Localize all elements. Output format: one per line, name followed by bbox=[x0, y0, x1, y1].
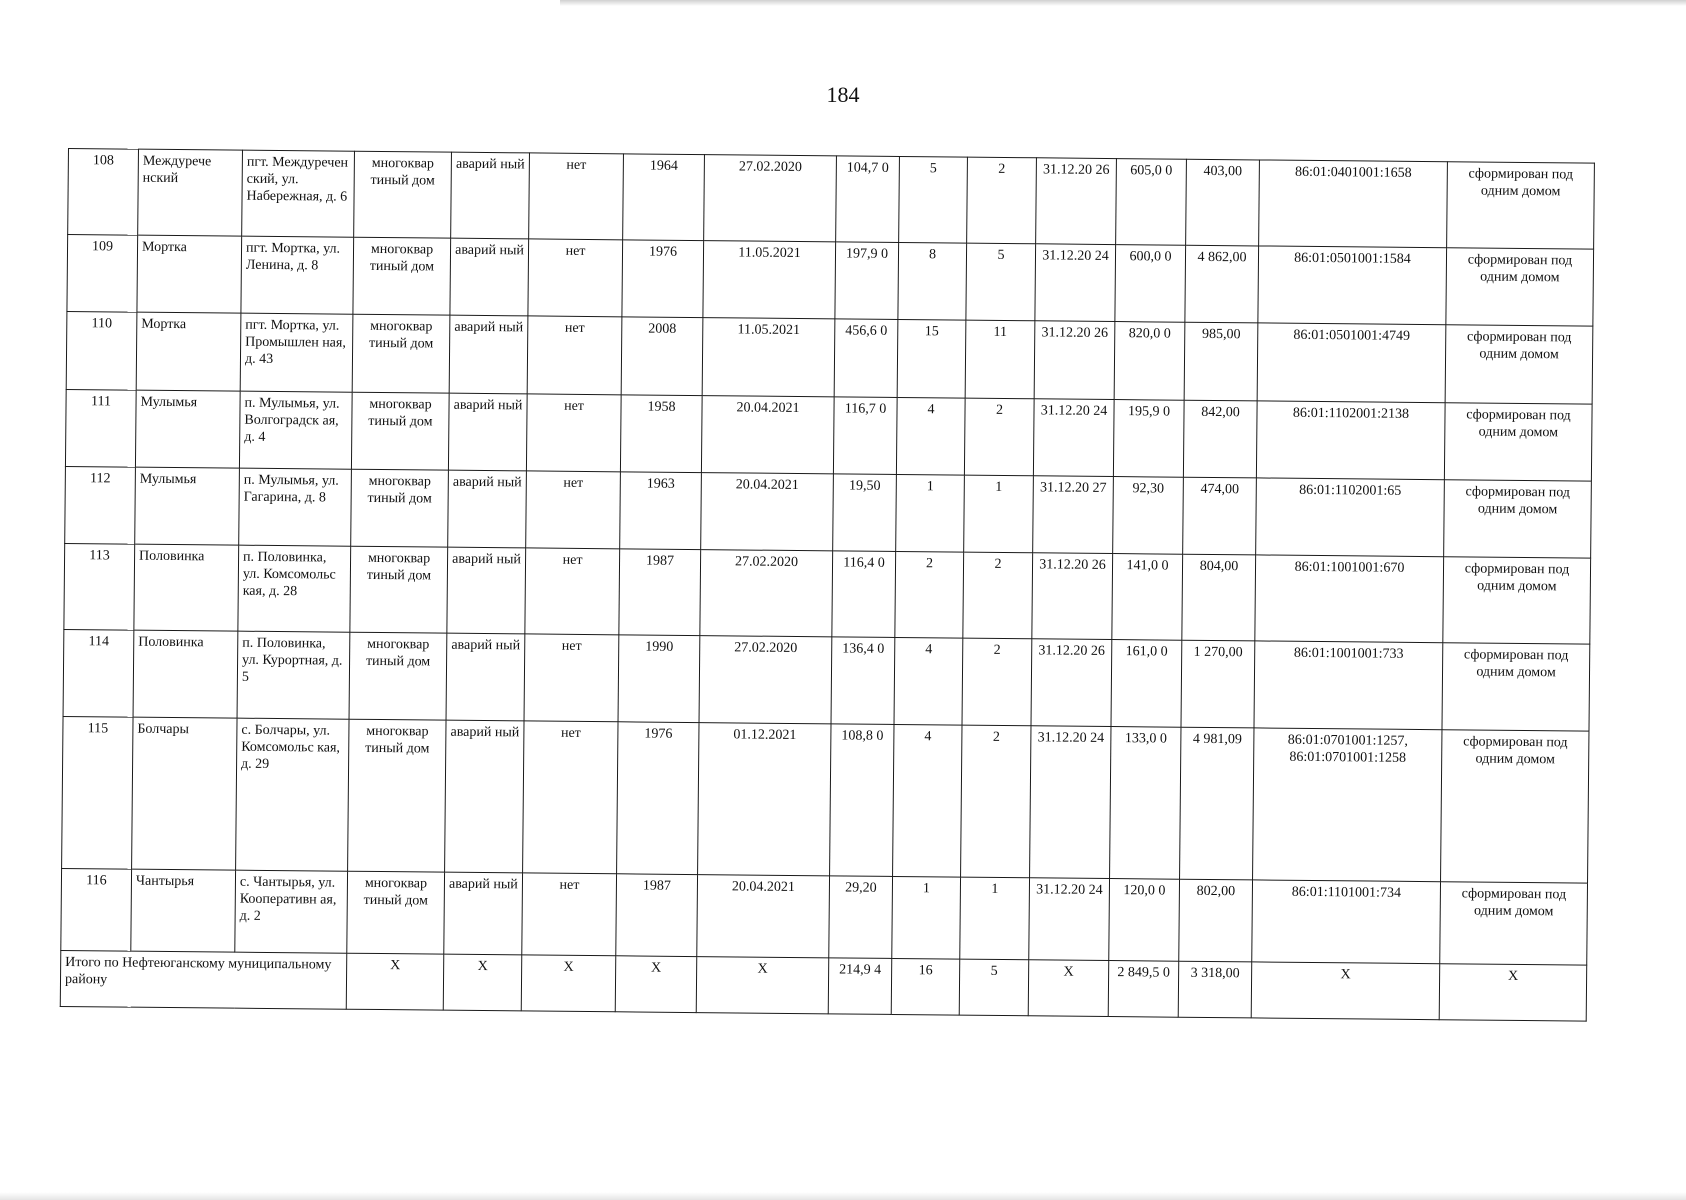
cell-municipality: Мортка bbox=[137, 235, 242, 313]
cell-decision-date: 27.02.2020 bbox=[704, 155, 837, 242]
cell-note: сформирован под одним домом bbox=[1441, 730, 1589, 883]
cell-note: сформирован под одним домом bbox=[1440, 882, 1588, 965]
cell-count-1: 8 bbox=[898, 242, 967, 320]
cell-sum: 4 862,00 bbox=[1185, 245, 1259, 323]
cell-land-area: 141,0 0 bbox=[1112, 554, 1183, 641]
cell-flag: нет bbox=[524, 634, 619, 722]
cell-row-number: 108 bbox=[68, 149, 139, 236]
cell-address: пгт. Мортка, ул. Ленина, д. 8 bbox=[241, 236, 354, 314]
cell-build-year: 1976 bbox=[622, 240, 704, 318]
cell-row-number: 116 bbox=[61, 868, 132, 951]
cell-building-type: многоквар тиный дом bbox=[352, 314, 450, 393]
cell-building-state: аварий ный bbox=[445, 720, 524, 873]
cell-address: с. Болчары, ул. Комсомольс кая, д. 29 bbox=[236, 718, 349, 871]
cell-building-state: аварий ный bbox=[449, 315, 528, 394]
cell-land-area: 820,0 0 bbox=[1114, 322, 1185, 401]
page-number: 184 bbox=[826, 82, 860, 107]
cell-note: сформирован под одним домом bbox=[1442, 643, 1590, 731]
cell-cadastre-number: 86:01:0501001:1584 bbox=[1258, 246, 1447, 325]
cell-count-1: 15 bbox=[897, 319, 966, 398]
cell-count-2: 1 bbox=[960, 877, 1030, 960]
cell-municipality: Половинка bbox=[134, 544, 239, 631]
cell-area: 29,20 bbox=[829, 876, 893, 959]
cell-address: с. Чантырья, ул. Кооперативн ая, д. 2 bbox=[235, 870, 348, 953]
cell-count-1: 2 bbox=[895, 551, 964, 638]
cell-row-number: 112 bbox=[65, 466, 136, 544]
cell-cadastre-number: 86:01:1001001:733 bbox=[1254, 641, 1443, 730]
cell-build-year: 2008 bbox=[621, 317, 703, 396]
cell-land-area: 600,0 0 bbox=[1115, 245, 1186, 323]
cell-build-year: 1990 bbox=[618, 635, 700, 723]
total-year: X bbox=[615, 956, 697, 1013]
table-row bbox=[63, 629, 1590, 731]
cell-row-number: 109 bbox=[67, 235, 138, 313]
cell-count-2: 5 bbox=[966, 243, 1036, 321]
cell-flag: нет bbox=[527, 316, 622, 395]
total-n1: 16 bbox=[891, 958, 960, 1015]
cell-deadline: 31.12.20 24 bbox=[1035, 244, 1116, 322]
total-area: 214,9 4 bbox=[828, 958, 892, 1015]
cell-count-1: 5 bbox=[899, 156, 968, 243]
cell-deadline: 31.12.20 26 bbox=[1032, 553, 1113, 640]
cell-land-area: 161,0 0 bbox=[1111, 640, 1182, 728]
cell-flag: нет bbox=[529, 153, 624, 240]
total-note: X bbox=[1439, 964, 1587, 1021]
cell-flag: нет bbox=[525, 548, 620, 635]
cell-note: сформирован под одним домом bbox=[1447, 162, 1595, 249]
cell-sum: 1 270,00 bbox=[1181, 640, 1255, 728]
cell-municipality: Чантырья bbox=[131, 869, 236, 952]
table-row bbox=[66, 311, 1593, 404]
cell-building-state: аварий ный bbox=[444, 872, 523, 955]
cell-build-year: 1987 bbox=[619, 549, 701, 636]
cell-decision-date: 20.04.2021 bbox=[701, 396, 834, 474]
table-row bbox=[64, 543, 1591, 644]
cell-decision-date: 27.02.2020 bbox=[699, 636, 832, 724]
cell-build-year: 1976 bbox=[617, 722, 699, 875]
housing-register-table bbox=[60, 148, 1595, 1022]
cell-building-type: многоквар тиный дом bbox=[347, 871, 445, 954]
cell-row-number: 111 bbox=[65, 389, 136, 467]
table-row bbox=[68, 149, 1595, 250]
total-land: 2 849,5 0 bbox=[1108, 961, 1179, 1018]
cell-building-state: аварий ный bbox=[448, 393, 527, 471]
cell-sum: 985,00 bbox=[1184, 322, 1258, 401]
cell-flag: нет bbox=[522, 873, 617, 956]
cell-count-1: 4 bbox=[896, 397, 965, 475]
cell-area: 197,9 0 bbox=[835, 242, 899, 320]
cell-count-2: 2 bbox=[963, 552, 1033, 639]
cell-decision-date: 11.05.2021 bbox=[702, 318, 835, 397]
cell-address: п. Половинка, ул. Комсомольс кая, д. 28 bbox=[238, 545, 351, 632]
cell-count-2: 2 bbox=[962, 638, 1032, 726]
cell-sum: 474,00 bbox=[1183, 477, 1257, 555]
cell-deadline: 31.12.20 26 bbox=[1034, 321, 1115, 400]
cell-cadastre-number: 86:01:0401001:1658 bbox=[1259, 160, 1448, 248]
cell-municipality: Мулымья bbox=[135, 390, 240, 468]
cell-municipality: Мортка bbox=[136, 312, 241, 391]
cell-deadline: 31.12.20 26 bbox=[1036, 158, 1117, 245]
cell-decision-date: 11.05.2021 bbox=[703, 241, 836, 319]
cell-building-type: многоквар тиный дом bbox=[351, 392, 449, 470]
total-state: X bbox=[443, 954, 522, 1011]
cell-cadastre-number: 86:01:0701001:1257, 86:01:0701001:1258 bbox=[1253, 728, 1442, 882]
cell-municipality: Болчары bbox=[132, 717, 237, 870]
cell-area: 116,7 0 bbox=[833, 397, 897, 475]
cell-sum: 802,00 bbox=[1179, 879, 1253, 962]
cell-building-state: аварий ный bbox=[447, 547, 526, 634]
cell-sum: 403,00 bbox=[1186, 159, 1260, 246]
cell-building-state: аварий ный bbox=[448, 470, 527, 548]
scan-edge-top bbox=[560, 0, 1686, 6]
cell-flag: нет bbox=[523, 721, 618, 874]
cell-land-area: 120,0 0 bbox=[1109, 879, 1180, 962]
cell-land-area: 92,30 bbox=[1113, 477, 1184, 555]
cell-row-number: 114 bbox=[63, 629, 134, 717]
cell-flag: нет bbox=[526, 471, 621, 549]
cell-land-area: 605,0 0 bbox=[1116, 159, 1187, 246]
cell-address: п. Половинка, ул. Курортная, д. 5 bbox=[237, 631, 350, 719]
cell-deadline: 31.12.20 24 bbox=[1029, 878, 1110, 961]
cell-flag: нет bbox=[526, 394, 621, 472]
total-flag: X bbox=[521, 955, 616, 1012]
cell-land-area: 133,0 0 bbox=[1110, 727, 1181, 880]
total-date: X bbox=[696, 957, 829, 1014]
total-n2: 5 bbox=[959, 959, 1029, 1016]
cell-area: 116,4 0 bbox=[832, 551, 896, 638]
cell-building-state: аварий ный bbox=[446, 633, 525, 721]
cell-building-state: аварий ный bbox=[451, 152, 530, 239]
cell-count-2: 1 bbox=[964, 475, 1034, 553]
table-row bbox=[65, 389, 1592, 481]
cell-note: сформирован под одним домом bbox=[1445, 325, 1593, 404]
cell-count-1: 1 bbox=[896, 474, 965, 552]
cell-decision-date: 20.04.2021 bbox=[701, 473, 834, 551]
cell-building-type: многоквар тиный дом bbox=[350, 546, 448, 633]
cell-building-type: многоквар тиный дом bbox=[349, 632, 447, 720]
cell-building-type: многоквар тиный дом bbox=[353, 237, 451, 315]
total-label: Итого по Нефтеюганскому муниципальному району bbox=[60, 950, 347, 1009]
cell-build-year: 1963 bbox=[620, 472, 702, 550]
cell-deadline: 31.12.20 24 bbox=[1030, 726, 1111, 879]
cell-decision-date: 20.04.2021 bbox=[697, 875, 830, 958]
cell-cadastre-number: 86:01:1101001:734 bbox=[1252, 880, 1441, 964]
cell-area: 108,8 0 bbox=[830, 724, 894, 877]
table-row bbox=[62, 716, 1589, 883]
cell-count-1: 4 bbox=[894, 637, 963, 725]
cell-municipality: Междуречe нский bbox=[138, 149, 243, 236]
cell-building-type: многоквар тиный дом bbox=[354, 151, 452, 238]
cell-count-1: 4 bbox=[893, 724, 962, 877]
cell-note: сформирован под одним домом bbox=[1443, 557, 1591, 644]
cell-land-area: 195,9 0 bbox=[1113, 400, 1184, 478]
cell-flag: нет bbox=[528, 239, 623, 317]
table-row bbox=[61, 868, 1588, 965]
cell-deadline: 31.12.20 26 bbox=[1031, 639, 1112, 727]
cell-count-2: 2 bbox=[961, 725, 1031, 878]
cell-build-year: 1964 bbox=[623, 154, 705, 241]
cell-building-state: аварий ный bbox=[450, 238, 529, 316]
cell-deadline: 31.12.20 27 bbox=[1033, 476, 1114, 554]
cell-note: сформирован под одним домом bbox=[1444, 403, 1592, 481]
cell-sum: 842,00 bbox=[1183, 400, 1257, 478]
cell-count-2: 2 bbox=[964, 398, 1034, 476]
cell-address: пгт. Мортка, ул. Промышлен ная, д. 43 bbox=[240, 313, 353, 392]
cell-area: 19,50 bbox=[833, 474, 897, 552]
cell-row-number: 110 bbox=[66, 311, 137, 390]
total-cadastre: X bbox=[1251, 962, 1440, 1020]
table-row bbox=[65, 466, 1592, 558]
total-sum: 3 318,00 bbox=[1178, 961, 1252, 1018]
cell-decision-date: 27.02.2020 bbox=[700, 550, 833, 637]
total-type: X bbox=[346, 953, 444, 1010]
document-sheet bbox=[60, 148, 1594, 1022]
scan-edge-bottom bbox=[0, 1192, 1686, 1200]
cell-municipality: Мулымья bbox=[135, 467, 240, 545]
cell-deadline: 31.12.20 24 bbox=[1033, 399, 1114, 477]
total-deadline: X bbox=[1028, 960, 1109, 1017]
cell-decision-date: 01.12.2021 bbox=[698, 723, 831, 876]
cell-build-year: 1987 bbox=[616, 874, 698, 957]
cell-note: сформирован под одним домом bbox=[1444, 480, 1592, 558]
cell-sum: 804,00 bbox=[1182, 554, 1256, 641]
cell-sum: 4 981,09 bbox=[1180, 727, 1254, 880]
cell-area: 456,6 0 bbox=[834, 319, 898, 398]
cell-cadastre-number: 86:01:0501001:4749 bbox=[1257, 323, 1446, 403]
cell-cadastre-number: 86:01:1102001:65 bbox=[1256, 478, 1445, 557]
cell-address: п. Мулымья, ул. Гагарина, д. 8 bbox=[239, 468, 352, 546]
cell-municipality: Половинка bbox=[133, 630, 238, 718]
cell-area: 104,7 0 bbox=[836, 156, 900, 243]
table-row bbox=[67, 235, 1594, 327]
cell-count-1: 1 bbox=[892, 876, 961, 959]
cell-building-type: многоквар тиный дом bbox=[351, 469, 449, 547]
cell-row-number: 115 bbox=[62, 716, 133, 869]
cell-address: п. Мулымья, ул. Волгоградск ая, д. 4 bbox=[239, 391, 352, 469]
cell-note: сформирован под одним домом bbox=[1446, 248, 1594, 326]
cell-address: пгт. Междуречен ский, ул. Набережная, д. 6 bbox=[242, 150, 355, 237]
cell-cadastre-number: 86:01:1102001:2138 bbox=[1256, 401, 1445, 480]
cell-area: 136,4 0 bbox=[831, 637, 895, 725]
cell-count-2: 11 bbox=[965, 320, 1035, 399]
cell-row-number: 113 bbox=[64, 543, 135, 630]
cell-count-2: 2 bbox=[967, 157, 1037, 244]
cell-building-type: многоквар тиный дом bbox=[348, 719, 446, 872]
cell-cadastre-number: 86:01:1001001:670 bbox=[1255, 555, 1444, 643]
cell-build-year: 1958 bbox=[620, 395, 702, 473]
